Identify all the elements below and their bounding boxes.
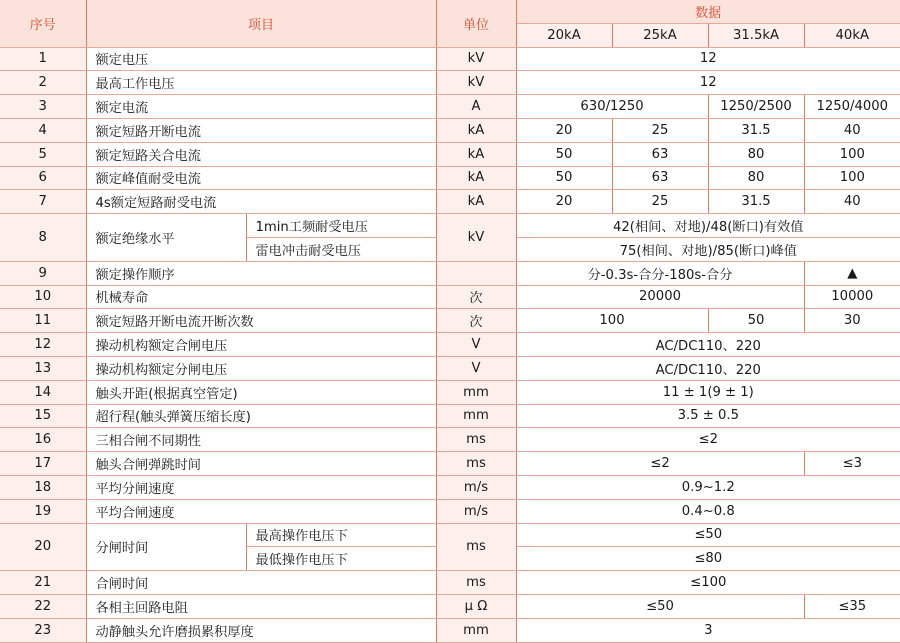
row-value: 0.4~0.8	[516, 499, 900, 523]
row-unit: m/s	[436, 499, 516, 523]
row-item: 触头合闸弹跳时间	[86, 452, 436, 476]
table-row	[0, 285, 900, 309]
row-item: 各相主回路电阻	[86, 594, 436, 618]
row-item: 操动机构额定合闸电压	[86, 333, 436, 357]
table-row	[0, 214, 900, 238]
row-value: 63	[612, 166, 708, 190]
row-unit: mm	[436, 404, 516, 428]
table-row	[0, 190, 900, 214]
row-item: 4s额定短路耐受电流	[86, 190, 436, 214]
row-value: 40	[804, 118, 900, 142]
row-value: 63	[612, 142, 708, 166]
table-row	[0, 452, 900, 476]
row-item: 最高工作电压	[86, 71, 436, 95]
row-value: 50	[516, 166, 612, 190]
table-row	[0, 356, 900, 380]
table-row	[0, 475, 900, 499]
row-unit: A	[436, 95, 516, 119]
rating-40ka: 40kA	[804, 23, 900, 47]
table-row	[0, 261, 900, 285]
header-unit: 单位	[436, 0, 516, 47]
row-value: 20000	[516, 285, 804, 309]
table-row	[0, 523, 900, 547]
row-number: 7	[0, 190, 86, 214]
row-number: 2	[0, 71, 86, 95]
row-number: 15	[0, 404, 86, 428]
row-unit: mm	[436, 618, 516, 642]
row-value: 31.5	[708, 118, 804, 142]
row-value: ≤2	[516, 428, 900, 452]
row-number: 6	[0, 166, 86, 190]
row-unit	[436, 261, 516, 285]
row-value: 100	[804, 166, 900, 190]
row-value: 75(相间、对地)/85(断口)峰值	[516, 237, 900, 261]
row-item: 合闸时间	[86, 571, 436, 595]
table-row	[0, 380, 900, 404]
row-value: 31.5	[708, 190, 804, 214]
row-number: 14	[0, 380, 86, 404]
row-value: 25	[612, 118, 708, 142]
row-item: 额定绝缘水平	[86, 214, 246, 262]
row-value: 0.9~1.2	[516, 475, 900, 499]
row-value: 630/1250	[516, 95, 708, 119]
row-item: 操动机构额定分闸电压	[86, 356, 436, 380]
row-item: 触头开距(根据真空管定)	[86, 380, 436, 404]
row-value: 12	[516, 71, 900, 95]
row-value: ≤100	[516, 571, 900, 595]
row-item: 额定短路开断电流开断次数	[86, 309, 436, 333]
row-number: 12	[0, 333, 86, 357]
row-unit: kV	[436, 71, 516, 95]
row-number: 18	[0, 475, 86, 499]
header-seq: 序号	[0, 0, 86, 47]
row-unit: 次	[436, 285, 516, 309]
row-unit: V	[436, 356, 516, 380]
row-item: 机械寿命	[86, 285, 436, 309]
row-number: 20	[0, 523, 86, 571]
row-value: AC/DC110、220	[516, 333, 900, 357]
table-row	[0, 95, 900, 119]
row-unit: kA	[436, 190, 516, 214]
row-value: 11 ± 1(9 ± 1)	[516, 380, 900, 404]
row-value: 50	[516, 142, 612, 166]
row-value: 分-0.3s-合分-180s-合分	[516, 261, 804, 285]
row-number: 13	[0, 356, 86, 380]
row-value: ≤80	[516, 547, 900, 571]
row-item: 三相合闸不同期性	[86, 428, 436, 452]
row-value: 3	[516, 618, 900, 642]
row-number: 11	[0, 309, 86, 333]
row-subitem: 雷电冲击耐受电压	[246, 237, 436, 261]
rating-25ka: 25kA	[612, 23, 708, 47]
row-value: 12	[516, 47, 900, 71]
row-number: 21	[0, 571, 86, 595]
row-value: 30	[804, 309, 900, 333]
row-unit: ms	[436, 452, 516, 476]
row-number: 3	[0, 95, 86, 119]
table-row	[0, 142, 900, 166]
row-value: 40	[804, 190, 900, 214]
row-value: 20	[516, 190, 612, 214]
row-number: 10	[0, 285, 86, 309]
row-item: 超行程(触头弹簧压缩长度)	[86, 404, 436, 428]
row-unit: 次	[436, 309, 516, 333]
row-unit: kA	[436, 118, 516, 142]
row-unit: μ Ω	[436, 594, 516, 618]
row-unit: V	[436, 333, 516, 357]
row-unit: kA	[436, 142, 516, 166]
table-row	[0, 594, 900, 618]
row-value: 3.5 ± 0.5	[516, 404, 900, 428]
header-item: 项目	[86, 0, 436, 47]
row-unit: m/s	[436, 475, 516, 499]
row-value: 80	[708, 142, 804, 166]
row-value: 1250/2500	[708, 95, 804, 119]
row-number: 9	[0, 261, 86, 285]
row-value: ≤2	[516, 452, 804, 476]
row-item: 额定短路关合电流	[86, 142, 436, 166]
row-value: ≤50	[516, 523, 900, 547]
row-value: ≤50	[516, 594, 804, 618]
row-number: 4	[0, 118, 86, 142]
row-item: 平均分闸速度	[86, 475, 436, 499]
row-number: 22	[0, 594, 86, 618]
rating-31-5ka: 31.5kA	[708, 23, 804, 47]
row-number: 17	[0, 452, 86, 476]
row-unit: kV	[436, 214, 516, 262]
table-row	[0, 71, 900, 95]
row-item: 额定短路开断电流	[86, 118, 436, 142]
row-value: ≤3	[804, 452, 900, 476]
row-value: 20	[516, 118, 612, 142]
table-row	[0, 166, 900, 190]
row-number: 19	[0, 499, 86, 523]
table-row	[0, 499, 900, 523]
row-item: 额定操作顺序	[86, 261, 436, 285]
row-unit: ms	[436, 571, 516, 595]
table-row	[0, 428, 900, 452]
row-number: 5	[0, 142, 86, 166]
table-row	[0, 618, 900, 642]
row-number: 16	[0, 428, 86, 452]
header-row	[0, 0, 900, 23]
row-item: 平均合闸速度	[86, 499, 436, 523]
row-item: 分闸时间	[86, 523, 246, 571]
row-subitem: 1min工频耐受电压	[246, 214, 436, 238]
row-value: 50	[708, 309, 804, 333]
row-unit: mm	[436, 380, 516, 404]
row-value: 42(相间、对地)/48(断口)有效值	[516, 214, 900, 238]
table-row	[0, 47, 900, 71]
row-value: AC/DC110、220	[516, 356, 900, 380]
row-value: 100	[804, 142, 900, 166]
row-value: 10000	[804, 285, 900, 309]
row-subitem: 最低操作电压下	[246, 547, 436, 571]
table-row	[0, 571, 900, 595]
row-subitem: 最高操作电压下	[246, 523, 436, 547]
row-value: 25	[612, 190, 708, 214]
table-row	[0, 309, 900, 333]
row-number: 23	[0, 618, 86, 642]
table-row	[0, 404, 900, 428]
row-item: 额定电压	[86, 47, 436, 71]
header-data: 数据	[516, 0, 900, 23]
row-value: ≤35	[804, 594, 900, 618]
row-unit: kV	[436, 47, 516, 71]
rating-20ka: 20kA	[516, 23, 612, 47]
row-item: 额定电流	[86, 95, 436, 119]
row-unit: kA	[436, 166, 516, 190]
row-value: 1250/4000	[804, 95, 900, 119]
row-item: 动静触头允许磨损累积厚度	[86, 618, 436, 642]
table-row	[0, 333, 900, 357]
row-unit: ms	[436, 428, 516, 452]
row-number: 1	[0, 47, 86, 71]
row-value: 80	[708, 166, 804, 190]
row-number: 8	[0, 214, 86, 262]
row-value: 100	[516, 309, 708, 333]
triangle-icon: ▲	[804, 261, 900, 285]
table-row	[0, 118, 900, 142]
row-unit: ms	[436, 523, 516, 571]
row-item: 额定峰值耐受电流	[86, 166, 436, 190]
